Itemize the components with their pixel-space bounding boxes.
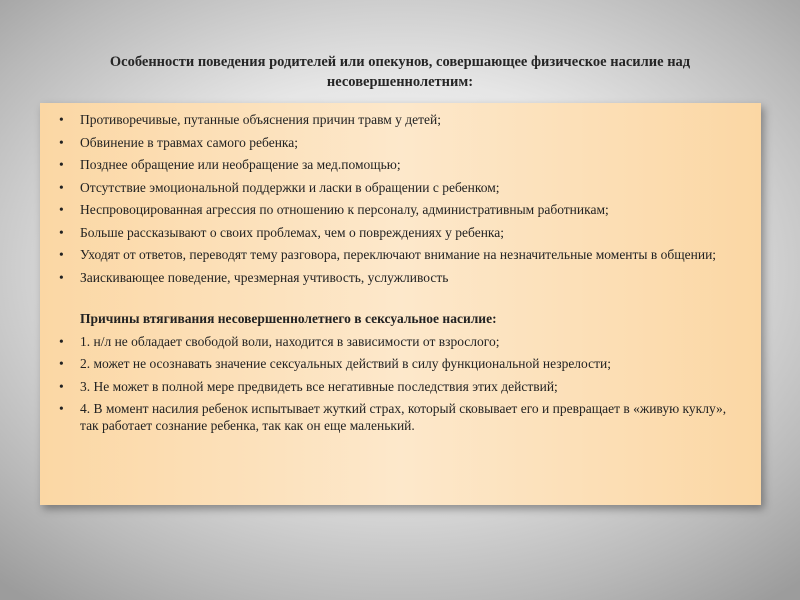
list-item-text: Уходят от ответов, переводят тему разговора, переключают внимание на незначительные моменты в общении; — [80, 247, 717, 262]
list-item-text: 3. Не может в полной мере предвидеть все негативные последствия этих действий; — [80, 378, 558, 394]
bullet-icon: • — [59, 112, 64, 127]
bullet-icon: • — [59, 202, 64, 217]
bullet-icon: • — [59, 179, 64, 195]
bullet-icon: • — [59, 269, 64, 285]
section-heading: Причины втягивания несовершеннолетнего в сексуальное насилие: — [80, 311, 497, 326]
bullet-icon: • — [59, 378, 64, 394]
list-item-text: Обвинение в травмах самого ребенка; — [80, 134, 299, 150]
list-item — [54, 400, 747, 434]
list-item — [54, 333, 747, 350]
behavior-list — [54, 111, 747, 286]
list-item — [54, 179, 747, 196]
list-item — [54, 246, 747, 263]
list-item — [54, 201, 747, 218]
list-item — [54, 355, 747, 372]
bullet-icon: • — [59, 134, 64, 150]
list-item-text: Больше рассказывают о своих проблемах, чем о повреждениях у ребенка; — [80, 224, 505, 240]
section-spacer — [54, 291, 747, 310]
list-item-text: 2. может не осознавать значение сексуальных действий в силу функциональной незрелости; — [80, 356, 611, 371]
list-item — [54, 224, 747, 241]
content-panel — [40, 103, 761, 505]
list-item-text: 1. н/л не обладает свободой воли, находится в зависимости от взрослого; — [80, 333, 500, 349]
list-item — [54, 111, 747, 128]
list-item-text: 4. В момент насилия ребенок испытывает жуткий страх, который сковывает его и превращает в «живую куклу», так работает сознание ребенка, так как он еще маленький. — [80, 401, 727, 433]
list-item-text: Противоречивые, путанные объяснения причин травм у детей; — [80, 112, 441, 127]
bullet-icon: • — [59, 247, 64, 262]
slide-title: Особенности поведения родителей или опекунов, совершающее физическое насилие над несовершеннолетним: — [109, 54, 691, 90]
reasons-list — [54, 333, 747, 435]
list-item — [54, 134, 747, 151]
list-item-text: Позднее обращение или необращение за мед.помощью; — [80, 157, 401, 172]
bullet-icon: • — [59, 401, 64, 416]
bullet-icon: • — [59, 333, 64, 349]
list-item-text: Отсутствие эмоциональной поддержки и ласки в обращении с ребенком; — [80, 179, 500, 195]
list-item — [54, 269, 747, 286]
bullet-icon: • — [59, 356, 64, 371]
list-item-text: Неспровоцированная агрессия по отношению к персоналу, административным работникам; — [80, 202, 609, 217]
bullet-icon: • — [59, 224, 64, 240]
bullet-icon: • — [59, 157, 64, 172]
list-item — [54, 156, 747, 173]
list-item — [54, 378, 747, 395]
list-item-text: Заискивающее поведение, чрезмерная учтивость, услужливость — [80, 269, 449, 285]
